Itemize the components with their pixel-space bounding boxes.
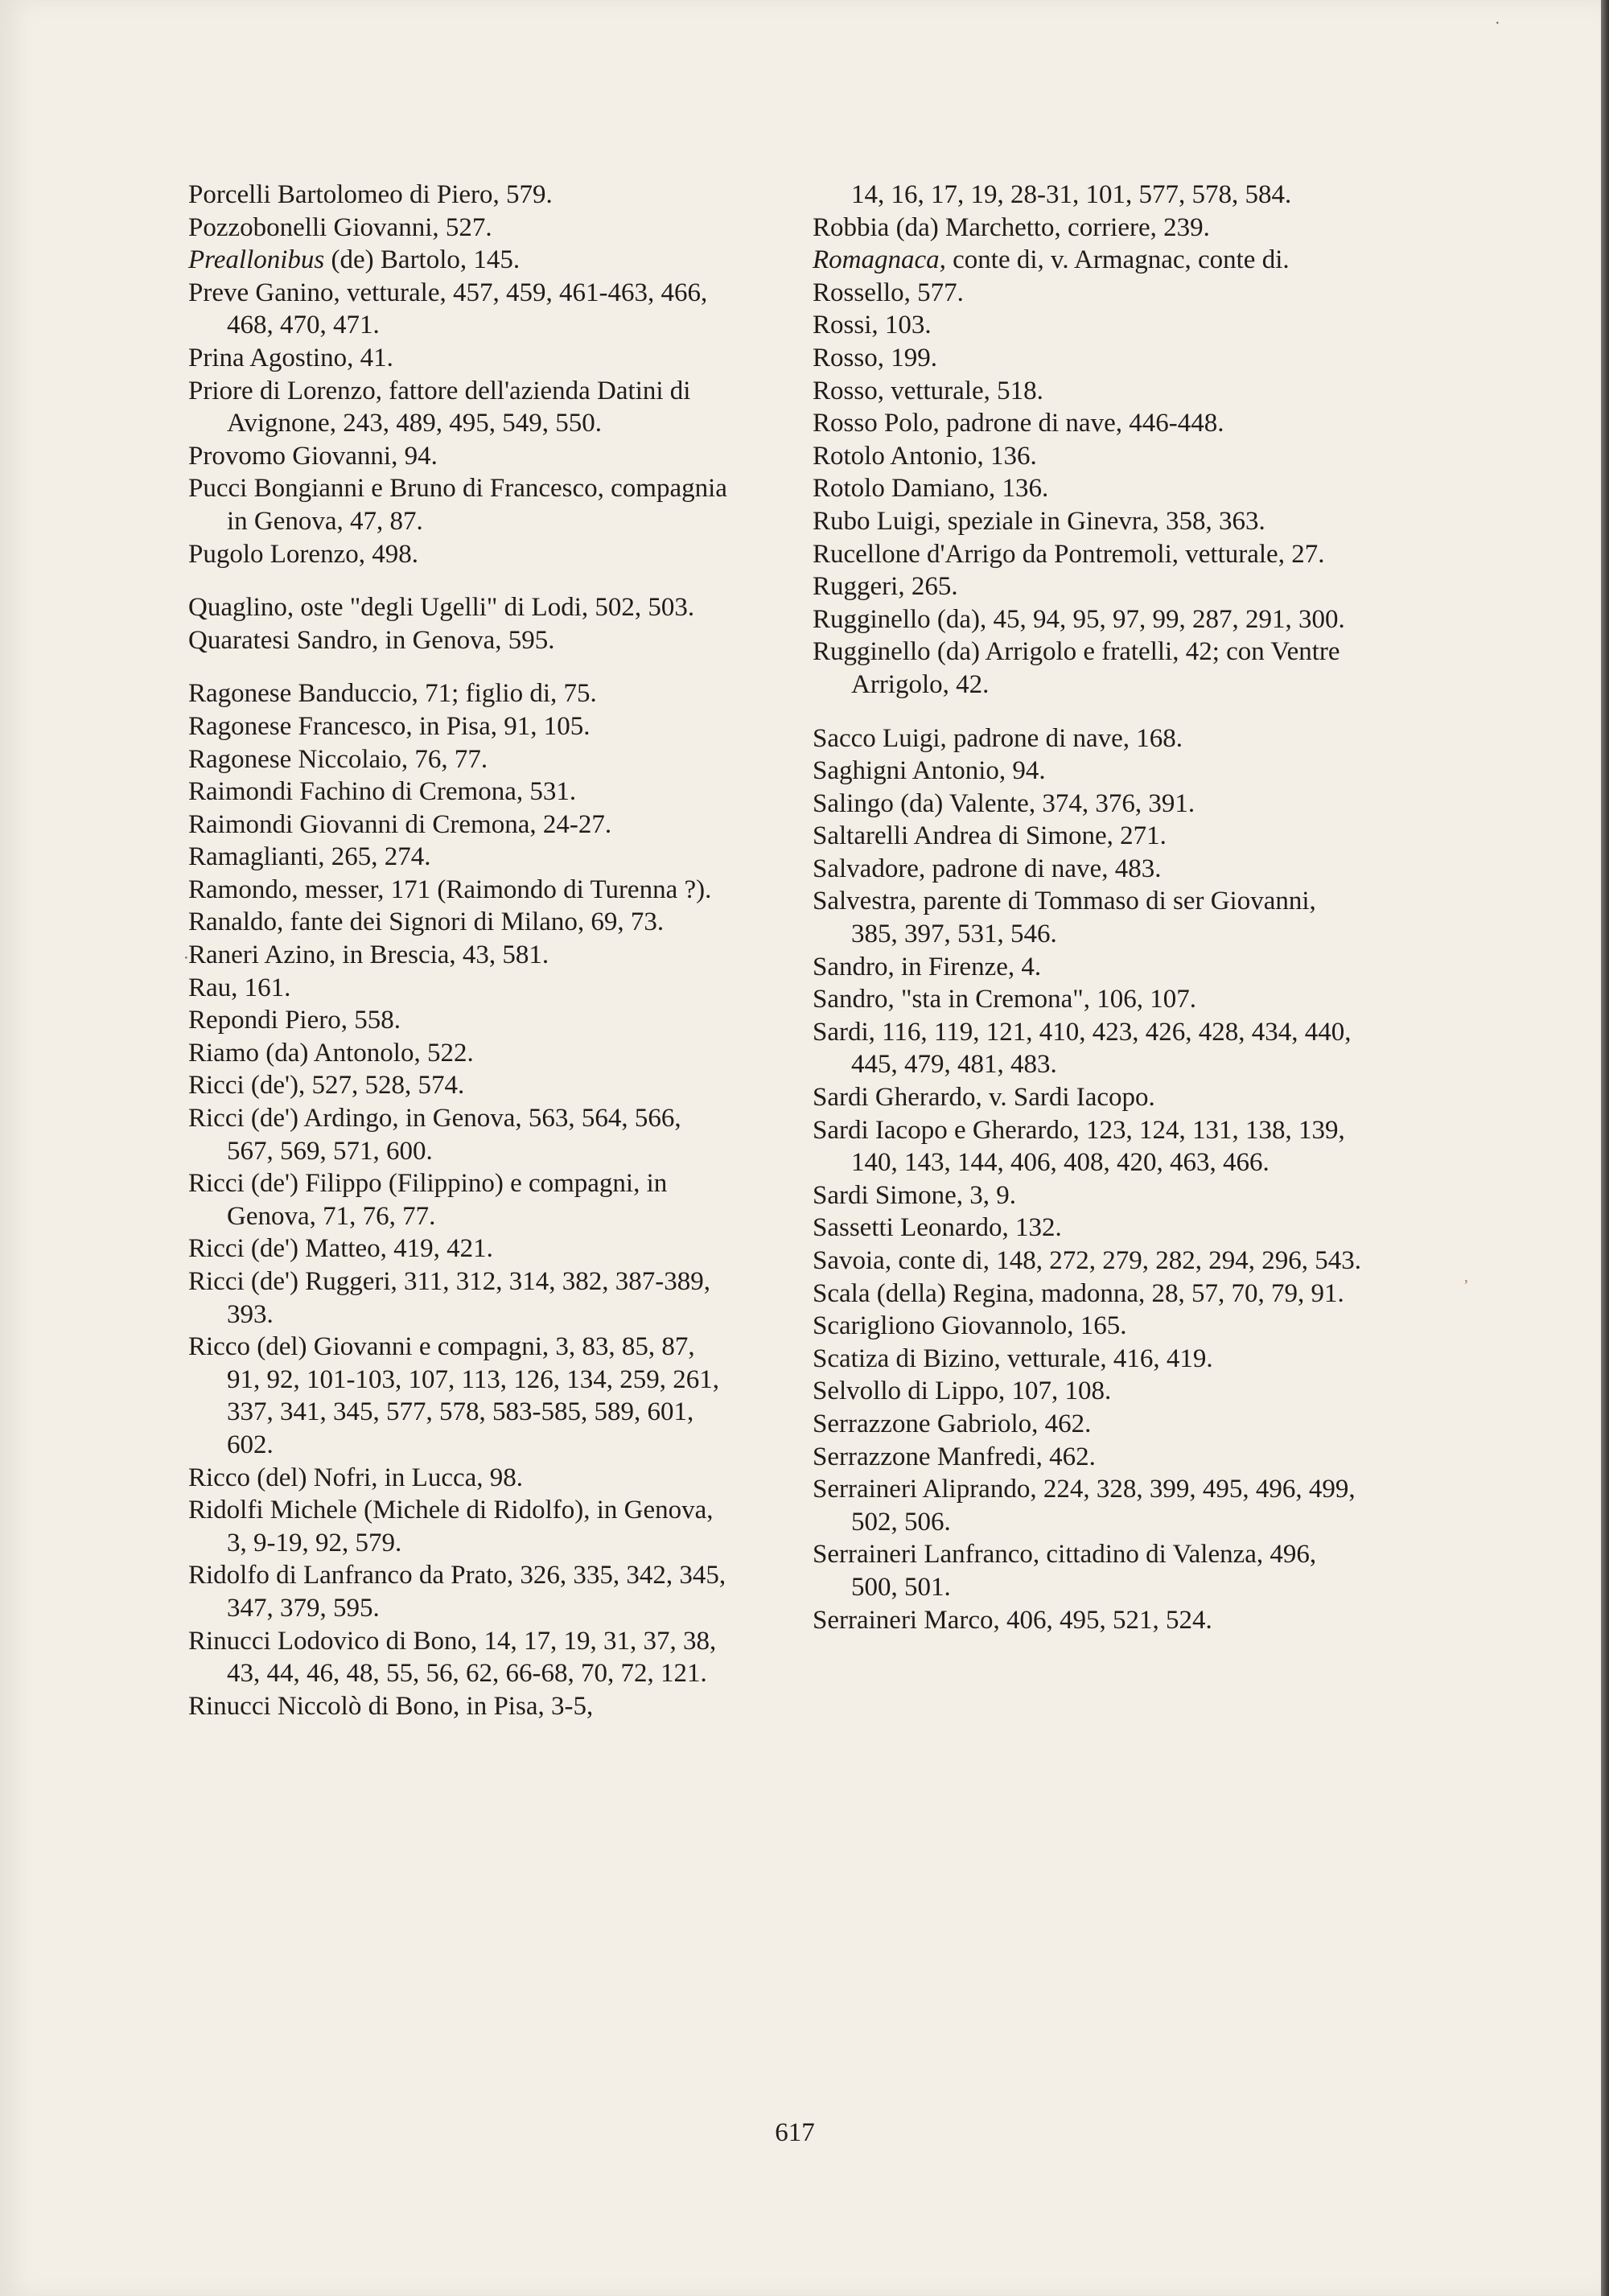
index-entry-text: Riamo (da) Antonolo, 522.: [188, 1038, 474, 1068]
index-entry-text: Priore di Lorenzo, fattore dell'azienda Datini di Avignone, 243, 489, 495, 549, 550.: [188, 376, 691, 438]
index-entry: [813, 820, 1368, 853]
index-entry-text: Quaratesi Sandro, in Genova, 595.: [188, 625, 555, 655]
index-entry: [188, 1331, 727, 1461]
index-entry: [188, 179, 727, 212]
index-entry-text: Rossi, 103.: [813, 311, 932, 340]
index-entry-text: Prina Agostino, 41.: [188, 343, 393, 372]
index-entry: [188, 277, 727, 342]
index-entry-text: Provomo Giovanni, 94.: [188, 441, 438, 471]
index-entry: [813, 1114, 1368, 1179]
index-entry: [188, 677, 727, 710]
index-entry-text: Salvestra, parente di Tommaso di ser Giovanni, 385, 397, 531, 546.: [813, 887, 1316, 949]
index-entry-text: Savoia, conte di, 148, 272, 279, 282, 294, 296, 543.: [813, 1246, 1361, 1275]
index-entry-text: Pugolo Lorenzo, 498.: [188, 539, 418, 569]
index-entry: [813, 1081, 1368, 1114]
index-entry-text: Rugginello (da), 45, 94, 95, 97, 99, 287, 291, 300.: [813, 604, 1345, 634]
index-entry: [188, 591, 727, 624]
index-entry: [188, 440, 727, 473]
page-edge: [1601, 0, 1609, 2296]
index-entry-text: Robbia (da) Marchetto, corriere, 239.: [813, 212, 1210, 242]
index-entry-text: Ridolfo di Lanfranco da Prato, 326, 335, 342, 345, 347, 379, 595.: [188, 1561, 726, 1623]
index-entry: [188, 1167, 727, 1232]
index-entry-text: Ricci (de') Filippo (Filippino) e compagni, in Genova, 71, 76, 77.: [188, 1169, 668, 1231]
index-entry: [813, 1473, 1368, 1538]
index-entry: [188, 809, 727, 841]
index-entry: [188, 972, 727, 1005]
index-entry: [813, 440, 1368, 473]
index-entry: [188, 538, 727, 571]
index-entry-text: (de) Bartolo, 145.: [324, 245, 521, 275]
index-entry-text: Saltarelli Andrea di Simone, 271.: [813, 821, 1167, 851]
index-entry: [813, 755, 1368, 788]
index-entry-text: conte di, v. Armagnac, conte di.: [945, 245, 1290, 275]
index-entry: [813, 472, 1368, 505]
index-entry: [813, 375, 1368, 408]
index-entry: [188, 1462, 727, 1495]
index-entry: [188, 212, 727, 245]
index-entry-text: Rinucci Lodovico di Bono, 14, 17, 19, 31, 37, 38, 43, 44, 46, 48, 55, 56, 62, 66-68, 70, 72, 121.: [188, 1626, 717, 1689]
index-entry: [813, 1375, 1368, 1408]
index-entry-text: Porcelli Bartolomeo di Piero, 579.: [188, 180, 553, 209]
index-entry-continuation: 14, 16, 17, 19, 28-31, 101, 577, 578, 584.: [851, 180, 1292, 209]
index-entry: [813, 722, 1368, 755]
speck-mark: ,: [1464, 1268, 1468, 1286]
index-entry: [813, 342, 1368, 375]
index-entry-text: Serraineri Lanfranco, cittadino di Valenza, 496, 500, 501.: [813, 1540, 1317, 1602]
index-entry-text: Saghigni Antonio, 94.: [813, 756, 1046, 786]
index-entry-text: Rugginello (da) Arrigolo e fratelli, 42; con Ventre Arrigolo, 42.: [813, 637, 1340, 699]
index-entry-text: Rinucci Niccolò di Bono, in Pisa, 3-5,: [188, 1691, 594, 1721]
index-column-right: [813, 179, 1368, 1636]
index-entry: [813, 212, 1368, 245]
index-entry-text: Salvadore, padrone di nave, 483.: [813, 854, 1162, 883]
index-entry: [813, 951, 1368, 984]
index-entry-text: Ranaldo, fante dei Signori di Milano, 69, 73.: [188, 907, 665, 937]
index-entry: [813, 1212, 1368, 1245]
index-entry-text: Serraineri Aliprando, 224, 328, 399, 495, 496, 499, 502, 506.: [813, 1475, 1356, 1537]
index-entry: [813, 603, 1368, 636]
index-entry-text: Scatiza di Bizino, vetturale, 416, 419.: [813, 1343, 1213, 1373]
index-entry: [188, 342, 727, 375]
index-entry-text: Quaglino, oste "degli Ugelli" di Lodi, 502, 503.: [188, 593, 695, 623]
index-entry-text: Salingo (da) Valente, 374, 376, 391.: [813, 788, 1195, 818]
index-entry-text: Ruggeri, 265.: [813, 572, 958, 602]
index-entry-text: Ramaglianti, 265, 274.: [188, 842, 431, 872]
index-entry: [188, 776, 727, 809]
index-entry-text: Rubo Luigi, speziale in Ginevra, 358, 363.: [813, 506, 1265, 536]
index-entry-text: Ricci (de') Ruggeri, 311, 312, 314, 382, 387-389, 393.: [188, 1267, 711, 1329]
index-entry-text: Raimondi Giovanni di Cremona, 24-27.: [188, 809, 612, 839]
index-entry: [188, 906, 727, 939]
index-entry-text: Ramondo, messer, 171 (Raimondo di Turenna ?).: [188, 874, 712, 904]
index-entry-text: Pucci Bongianni e Bruno di Francesco, compagnia in Genova, 47, 87.: [188, 474, 727, 536]
index-entry: [188, 1625, 727, 1690]
index-entry: [188, 1559, 727, 1624]
index-entry: [813, 309, 1368, 342]
index-entry-italic-name: Preallonibus: [188, 245, 325, 275]
index-entry-text: Preve Ganino, vetturale, 457, 459, 461-463, 466, 468, 470, 471.: [188, 278, 708, 340]
index-entry: [188, 874, 727, 907]
index-entry-text: Ragonese Banduccio, 71; figlio di, 75.: [188, 679, 597, 709]
index-entry: [813, 1441, 1368, 1474]
index-entry-text: Sandro, in Firenze, 4.: [813, 952, 1042, 981]
index-entry-text: Sardi, 116, 119, 121, 410, 423, 426, 428, 434, 440, 445, 479, 481, 483.: [813, 1017, 1352, 1080]
index-entry-text: Ricci (de') Ardingo, in Genova, 563, 564, 566, 567, 569, 571, 600.: [188, 1104, 681, 1166]
index-entry-text: Rotolo Damiano, 136.: [813, 474, 1049, 504]
index-entry: [813, 1278, 1368, 1311]
index-entry: [813, 636, 1368, 701]
index-entry: [188, 472, 727, 537]
index-entry-text: Serraineri Marco, 406, 495, 521, 524.: [813, 1605, 1212, 1635]
index-entry-text: Ricci (de') Matteo, 419, 421.: [188, 1234, 493, 1264]
index-entry: [188, 1690, 727, 1723]
index-entry-italic-name: Romagnaca,: [813, 245, 946, 275]
index-entry-text: Repondi Piero, 558.: [188, 1006, 401, 1035]
speck-mark: ·: [1495, 14, 1500, 32]
index-entry: [188, 1494, 727, 1559]
index-entry-text: Scarigliono Giovannolo, 165.: [813, 1311, 1127, 1341]
index-entry: [813, 1245, 1368, 1278]
index-entry: [813, 983, 1368, 1016]
index-entry: [813, 277, 1368, 310]
index-entry-text: Rucellone d'Arrigo da Pontremoli, vetturale, 27.: [813, 539, 1325, 569]
index-entry: [813, 505, 1368, 538]
index-entry-text: Ricci (de'), 527, 528, 574.: [188, 1071, 465, 1101]
index-entry: [188, 1232, 727, 1265]
index-entry: [813, 570, 1368, 603]
index-entry: [813, 1538, 1368, 1603]
index-entry: [188, 939, 727, 972]
index-entry-text: Serrazzone Gabriolo, 462.: [813, 1409, 1092, 1438]
index-entry-text: Raimondi Fachino di Cremona, 531.: [188, 777, 577, 807]
index-entry-text: Sacco Luigi, padrone di nave, 168.: [813, 723, 1183, 753]
index-entry: [813, 885, 1368, 950]
index-entry-text: Sassetti Leonardo, 132.: [813, 1213, 1062, 1243]
index-entry: [813, 1343, 1368, 1376]
index-column-left: [188, 179, 727, 1722]
index-entry-text: Ridolfi Michele (Michele di Ridolfo), in Genova, 3, 9-19, 92, 579.: [188, 1496, 714, 1557]
index-entry-text: Sardi Simone, 3, 9.: [813, 1180, 1016, 1210]
index-entry-text: Ragonese Francesco, in Pisa, 91, 105.: [188, 711, 591, 741]
index-entry-text: Sardi Iacopo e Gherardo, 123, 124, 131, 138, 139, 140, 143, 144, 406, 408, 420, 463, 466.: [813, 1115, 1345, 1178]
index-entry: [188, 244, 727, 277]
index-entry: [813, 853, 1368, 886]
index-entry: [188, 743, 727, 776]
index-entry: [813, 538, 1368, 571]
index-entry-text: Rosso Polo, padrone di nave, 446-448.: [813, 409, 1224, 438]
index-entry: [813, 1310, 1368, 1343]
index-entry: [188, 1004, 727, 1037]
index-entry: [813, 1016, 1368, 1081]
index-entry: [188, 624, 727, 657]
index-entry: [813, 407, 1368, 440]
index-entry-text: Rotolo Antonio, 136.: [813, 441, 1037, 471]
index-entry: [813, 1179, 1368, 1212]
index-entry: [813, 1604, 1368, 1637]
index-entry: [188, 710, 727, 743]
index-entry-text: Rosso, vetturale, 518.: [813, 376, 1043, 405]
index-entry: [188, 1037, 727, 1070]
index-entry: [188, 1069, 727, 1102]
index-entry-text: Ricco (del) Nofri, in Lucca, 98.: [188, 1463, 524, 1492]
index-entry: [813, 1408, 1368, 1441]
index-entry-text: Pozzobonelli Giovanni, 527.: [188, 212, 492, 242]
index-entry-text: Rau, 161.: [188, 973, 291, 1002]
index-entry-text: Raneri Azino, in Brescia, 43, 581.: [188, 940, 549, 970]
index-entry-text: Selvollo di Lippo, 107, 108.: [813, 1376, 1112, 1406]
index-entry: [188, 1102, 727, 1167]
speck-mark: ·: [183, 949, 189, 967]
index-entry-text: Sardi Gherardo, v. Sardi Iacopo.: [813, 1083, 1155, 1113]
index-entry-text: Serrazzone Manfredi, 462.: [813, 1442, 1096, 1471]
index-entry-text: Rosso, 199.: [813, 343, 937, 372]
index-entry: [813, 244, 1368, 277]
index-entry: [188, 841, 727, 874]
index-entry: [188, 1265, 727, 1331]
index-entry-text: Ragonese Niccolaio, 76, 77.: [188, 744, 488, 774]
index-entry: [188, 375, 727, 440]
index-entry: [813, 788, 1368, 821]
page-number: 617: [775, 2118, 815, 2147]
index-entry-text: Rossello, 577.: [813, 278, 964, 307]
index-entry-text: Scala (della) Regina, madonna, 28, 57, 70, 79, 91.: [813, 1278, 1344, 1308]
index-entry-text: Ricco (del) Giovanni e compagni, 3, 83, 85, 87, 91, 92, 101-103, 107, 113, 126, 134, 259, 261, 337, 341, 345, 577, 578, 583-585, 589, 601, 602.: [188, 1332, 720, 1459]
index-entry-text: Sandro, "sta in Cremona", 106, 107.: [813, 985, 1196, 1014]
